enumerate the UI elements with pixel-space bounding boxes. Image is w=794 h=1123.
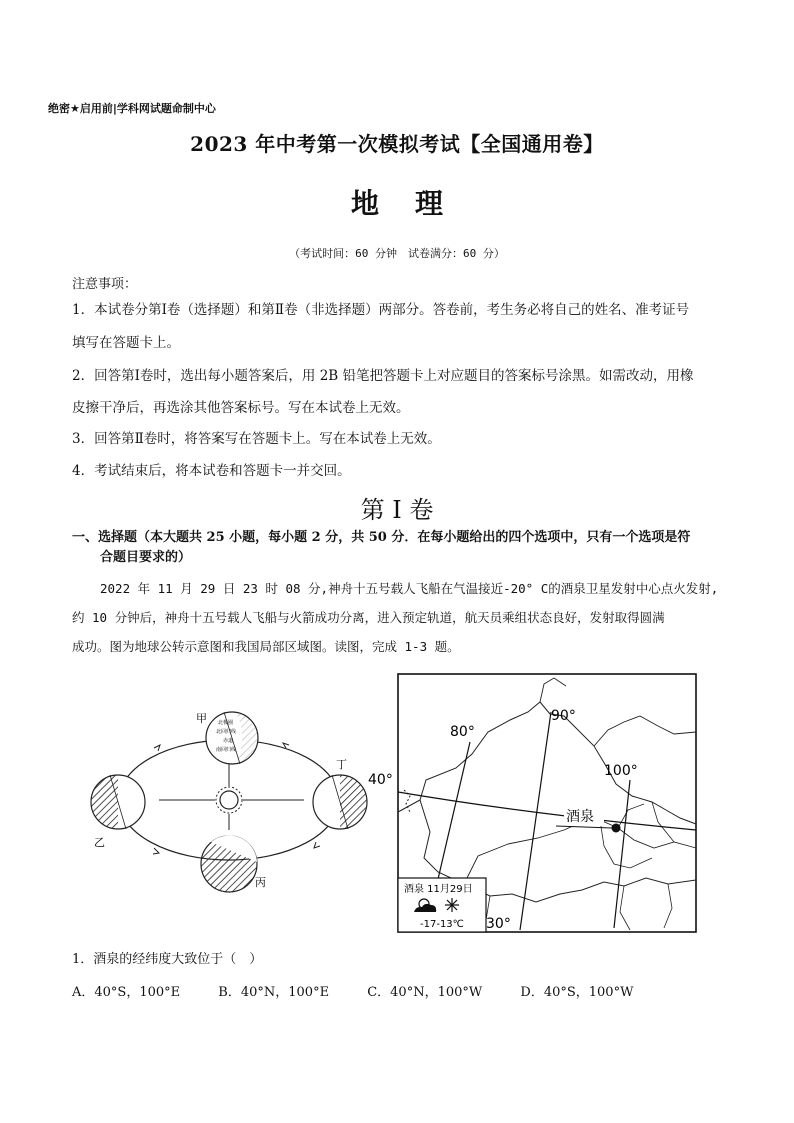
china-regional-map bbox=[368, 672, 700, 934]
weather-title: 酒泉 11月29日 bbox=[404, 884, 473, 895]
lon-90-label: 90° bbox=[551, 708, 576, 724]
notice-line: 2．回答第Ⅰ卷时，选出每小题答案后，用 2B 铅笔把答题卡上对应题目的答案标号涂黑。如需改动，用橡 bbox=[72, 368, 694, 384]
lat-30-label: 30° bbox=[486, 916, 511, 932]
option-a[interactable]: A．40°S，100°E bbox=[72, 985, 181, 1000]
option-d[interactable]: D．40°S，100°W bbox=[520, 985, 634, 1000]
earth-orbit-diagram bbox=[84, 700, 374, 900]
exam-time-note: （考试时间：60 分钟 试卷满分：60 分） bbox=[289, 247, 505, 260]
notice-line: 皮擦干净后，再选涂其他答案标号。写在本试卷上无效。 bbox=[72, 400, 410, 416]
question-section-heading bbox=[72, 528, 732, 568]
globe-label: 北极圈 bbox=[218, 720, 234, 726]
option-c[interactable]: C．40°N，100°W bbox=[367, 985, 483, 1000]
question-1-stem: 1．酒泉的经纬度大致位于（ ） bbox=[72, 952, 263, 967]
notice-heading: 注意事项： bbox=[72, 277, 138, 292]
globe-label: 南回归线 bbox=[216, 747, 237, 753]
globe-label: 赤道 bbox=[223, 738, 234, 744]
passage-line: 成功。图为地球公转示意图和我国局部区域图。读图，完成 1-3 题。 bbox=[72, 639, 460, 654]
label-ding: 丁 bbox=[336, 758, 347, 771]
sun-icon bbox=[216, 787, 242, 813]
orbit-arrow bbox=[153, 848, 159, 854]
label-bing: 丙 bbox=[255, 876, 266, 889]
notice-line: 4．考试结束后，将本试卷和答题卡一并交回。 bbox=[72, 463, 351, 479]
question-section-heading-line2: 合题目要求的） bbox=[100, 550, 192, 565]
label-jia: 甲 bbox=[196, 712, 207, 725]
confidential-tag: 绝密★启用前|学科网试题命制中心 bbox=[48, 102, 216, 115]
passage-line: 约 10 分钟后，神舟十五号载人飞船与火箭成功分离，进入预定轨道，航天员乘组状态良好，发射取得圆满 bbox=[72, 610, 665, 625]
earth-yi bbox=[91, 775, 145, 829]
city-label: 酒泉 bbox=[566, 809, 594, 825]
snowflake-icon bbox=[445, 898, 459, 912]
lon-80-label: 80° bbox=[450, 724, 475, 740]
question-1-options bbox=[72, 981, 667, 1000]
notice-line: 填写在答题卡上。 bbox=[72, 335, 180, 351]
section-title: 第 I 卷 bbox=[360, 496, 434, 524]
lat-40-label: 40° bbox=[368, 772, 393, 788]
weather-temp: -17-13℃ bbox=[420, 919, 464, 930]
earth-ding bbox=[313, 775, 367, 829]
notice-line: 3．回答第Ⅱ卷时，将答案写在答题卡上。写在本试卷上无效。 bbox=[72, 431, 441, 447]
notice-line: 1．本试卷分第Ⅰ卷（选择题）和第Ⅱ卷（非选择题）两部分。答卷前，考生务必将自己的姓名、准考证号 bbox=[72, 302, 690, 318]
passage-line: 2022 年 11 月 29 日 23 时 08 分,神舟十五号载人飞船在气温接近-20° C的酒泉卫星发射中心点火发射, bbox=[100, 581, 719, 596]
option-b[interactable]: B．40°N，100°E bbox=[218, 985, 330, 1000]
orbit-arrow bbox=[154, 745, 160, 751]
lon-100-label: 100° bbox=[604, 763, 638, 779]
exam-title: 2023 年中考第一次模拟考试【全国通用卷】 bbox=[190, 132, 604, 156]
jiuquan-marker bbox=[612, 824, 621, 833]
earth-bing bbox=[201, 835, 257, 892]
globe-label: 北回归线 bbox=[216, 729, 237, 735]
subject-title: 地理 bbox=[350, 187, 479, 220]
orbit-arrow bbox=[314, 842, 320, 848]
reading-passage bbox=[72, 574, 732, 661]
question-section-heading-line1: 一、选择题（本大题共 25 小题，每小题 2 分，共 50 分．在每小题给出的四个选项中，只有一个选项是符 bbox=[72, 530, 691, 545]
label-yi: 乙 bbox=[94, 836, 105, 849]
weather-box bbox=[398, 878, 486, 932]
earth-jia bbox=[206, 712, 258, 764]
